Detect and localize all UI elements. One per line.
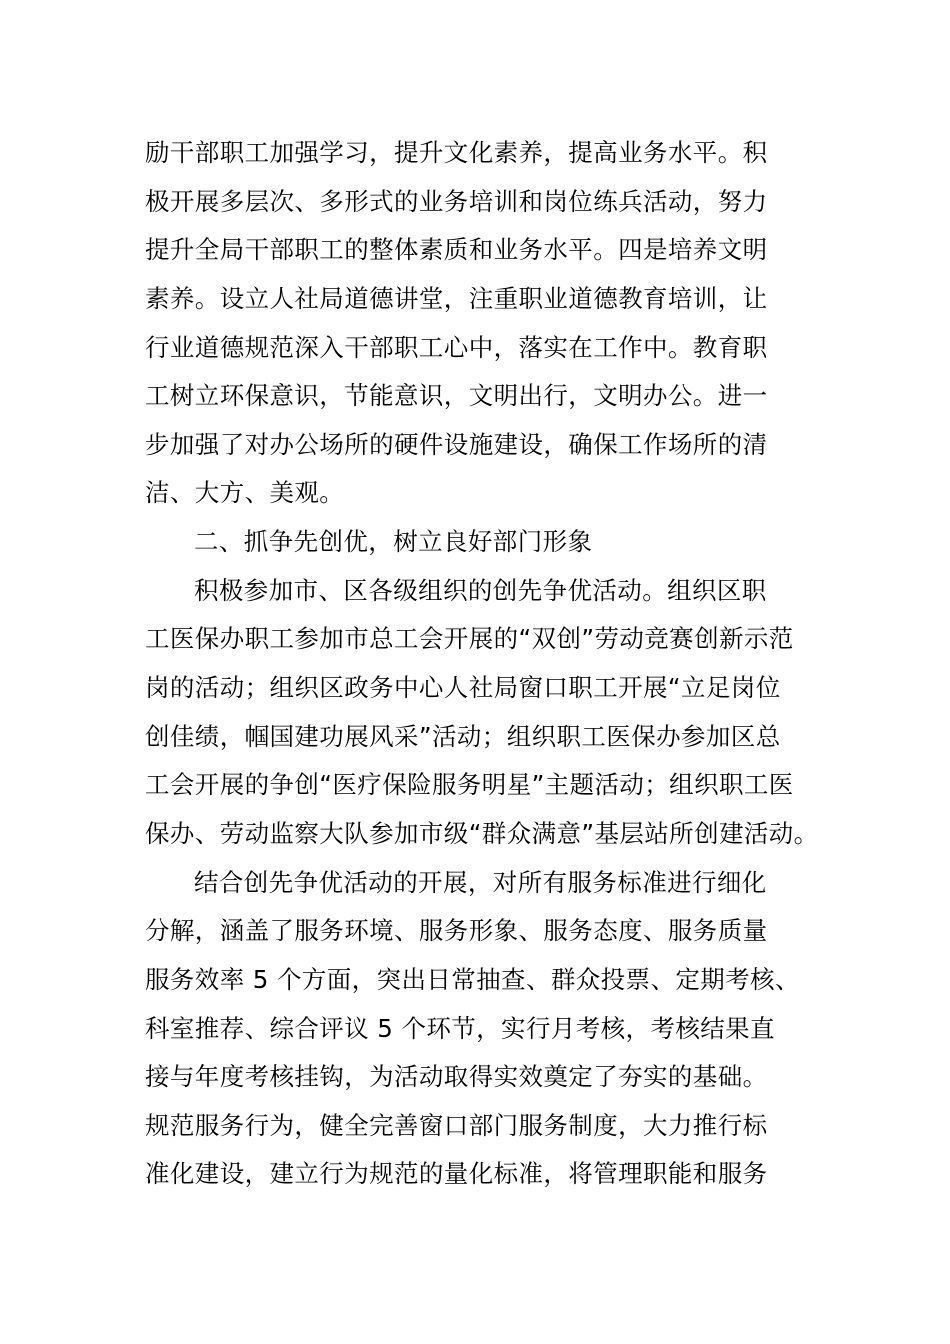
section-heading: 二、抓争先创优，树立良好部门形象 (194, 527, 593, 557)
text-line-22: 准化建设，建立行为规范的量化标准，将管理职能和服务 (145, 1159, 768, 1189)
text-line-18: 服务效率 5 个方面，突出日常抽查、群众投票、定期考核、 (145, 964, 800, 994)
text-line-17: 分解，涵盖了服务环境、服务形象、服务态度、服务质量 (145, 916, 768, 946)
text-line-2: 极开展多层次、多形式的业务培训和岗位练兵活动，努力 (145, 186, 768, 216)
text-line-19: 科室推荐、综合评议 5 个环节，实行月考核，考核结果直 (145, 1013, 775, 1043)
text-line-6: 工树立环保意识，节能意识，文明出行，文明办公。进一 (145, 381, 768, 411)
text-line-8: 洁、大方、美观。 (145, 478, 345, 508)
text-line-21: 规范服务行为，健全完善窗口部门服务制度，大力推行标 (145, 1110, 768, 1140)
text-line-15: 保办、劳动监察大队参加市级“群众满意”基层站所创建活动。 (145, 818, 819, 848)
text-line-16: 结合创先争优活动的开展，对所有服务标准进行细化 (194, 867, 767, 897)
text-line-12: 岗的活动；组织区政务中心人社局窗口职工开展“立足岗位 (145, 673, 781, 703)
text-line-7: 步加强了对办公场所的硬件设施建设，确保工作场所的清 (145, 429, 768, 459)
text-line-1: 励干部职工加强学习，提升文化素养，提高业务水平。积 (145, 138, 768, 167)
text-line-14: 工会开展的争创“医疗保险服务明星”主题活动；组织职工医 (145, 770, 794, 800)
text-line-3: 提升全局干部职工的整体素质和业务水平。四是培养文明 (145, 235, 768, 265)
text-line-13: 创佳绩，帼国建功展风采”活动；组织职工医保办参加区总 (145, 721, 781, 751)
text-line-5: 行业道德规范深入干部职工心中，落实在工作中。教育职 (145, 332, 768, 362)
text-line-10: 积极参加市、区各级组织的创先争优活动。组织区职 (194, 575, 767, 605)
document-body (145, 129, 835, 1199)
text-line-4: 素养。设立人社局道德讲堂，注重职业道德教育培训，让 (145, 283, 768, 313)
text-line-11: 工医保办职工参加市总工会开展的“双创”劳动竞赛创新示范 (145, 624, 794, 654)
text-line-20: 接与年度考核挂钩，为活动取得实效奠定了夯实的基础。 (145, 1062, 768, 1092)
